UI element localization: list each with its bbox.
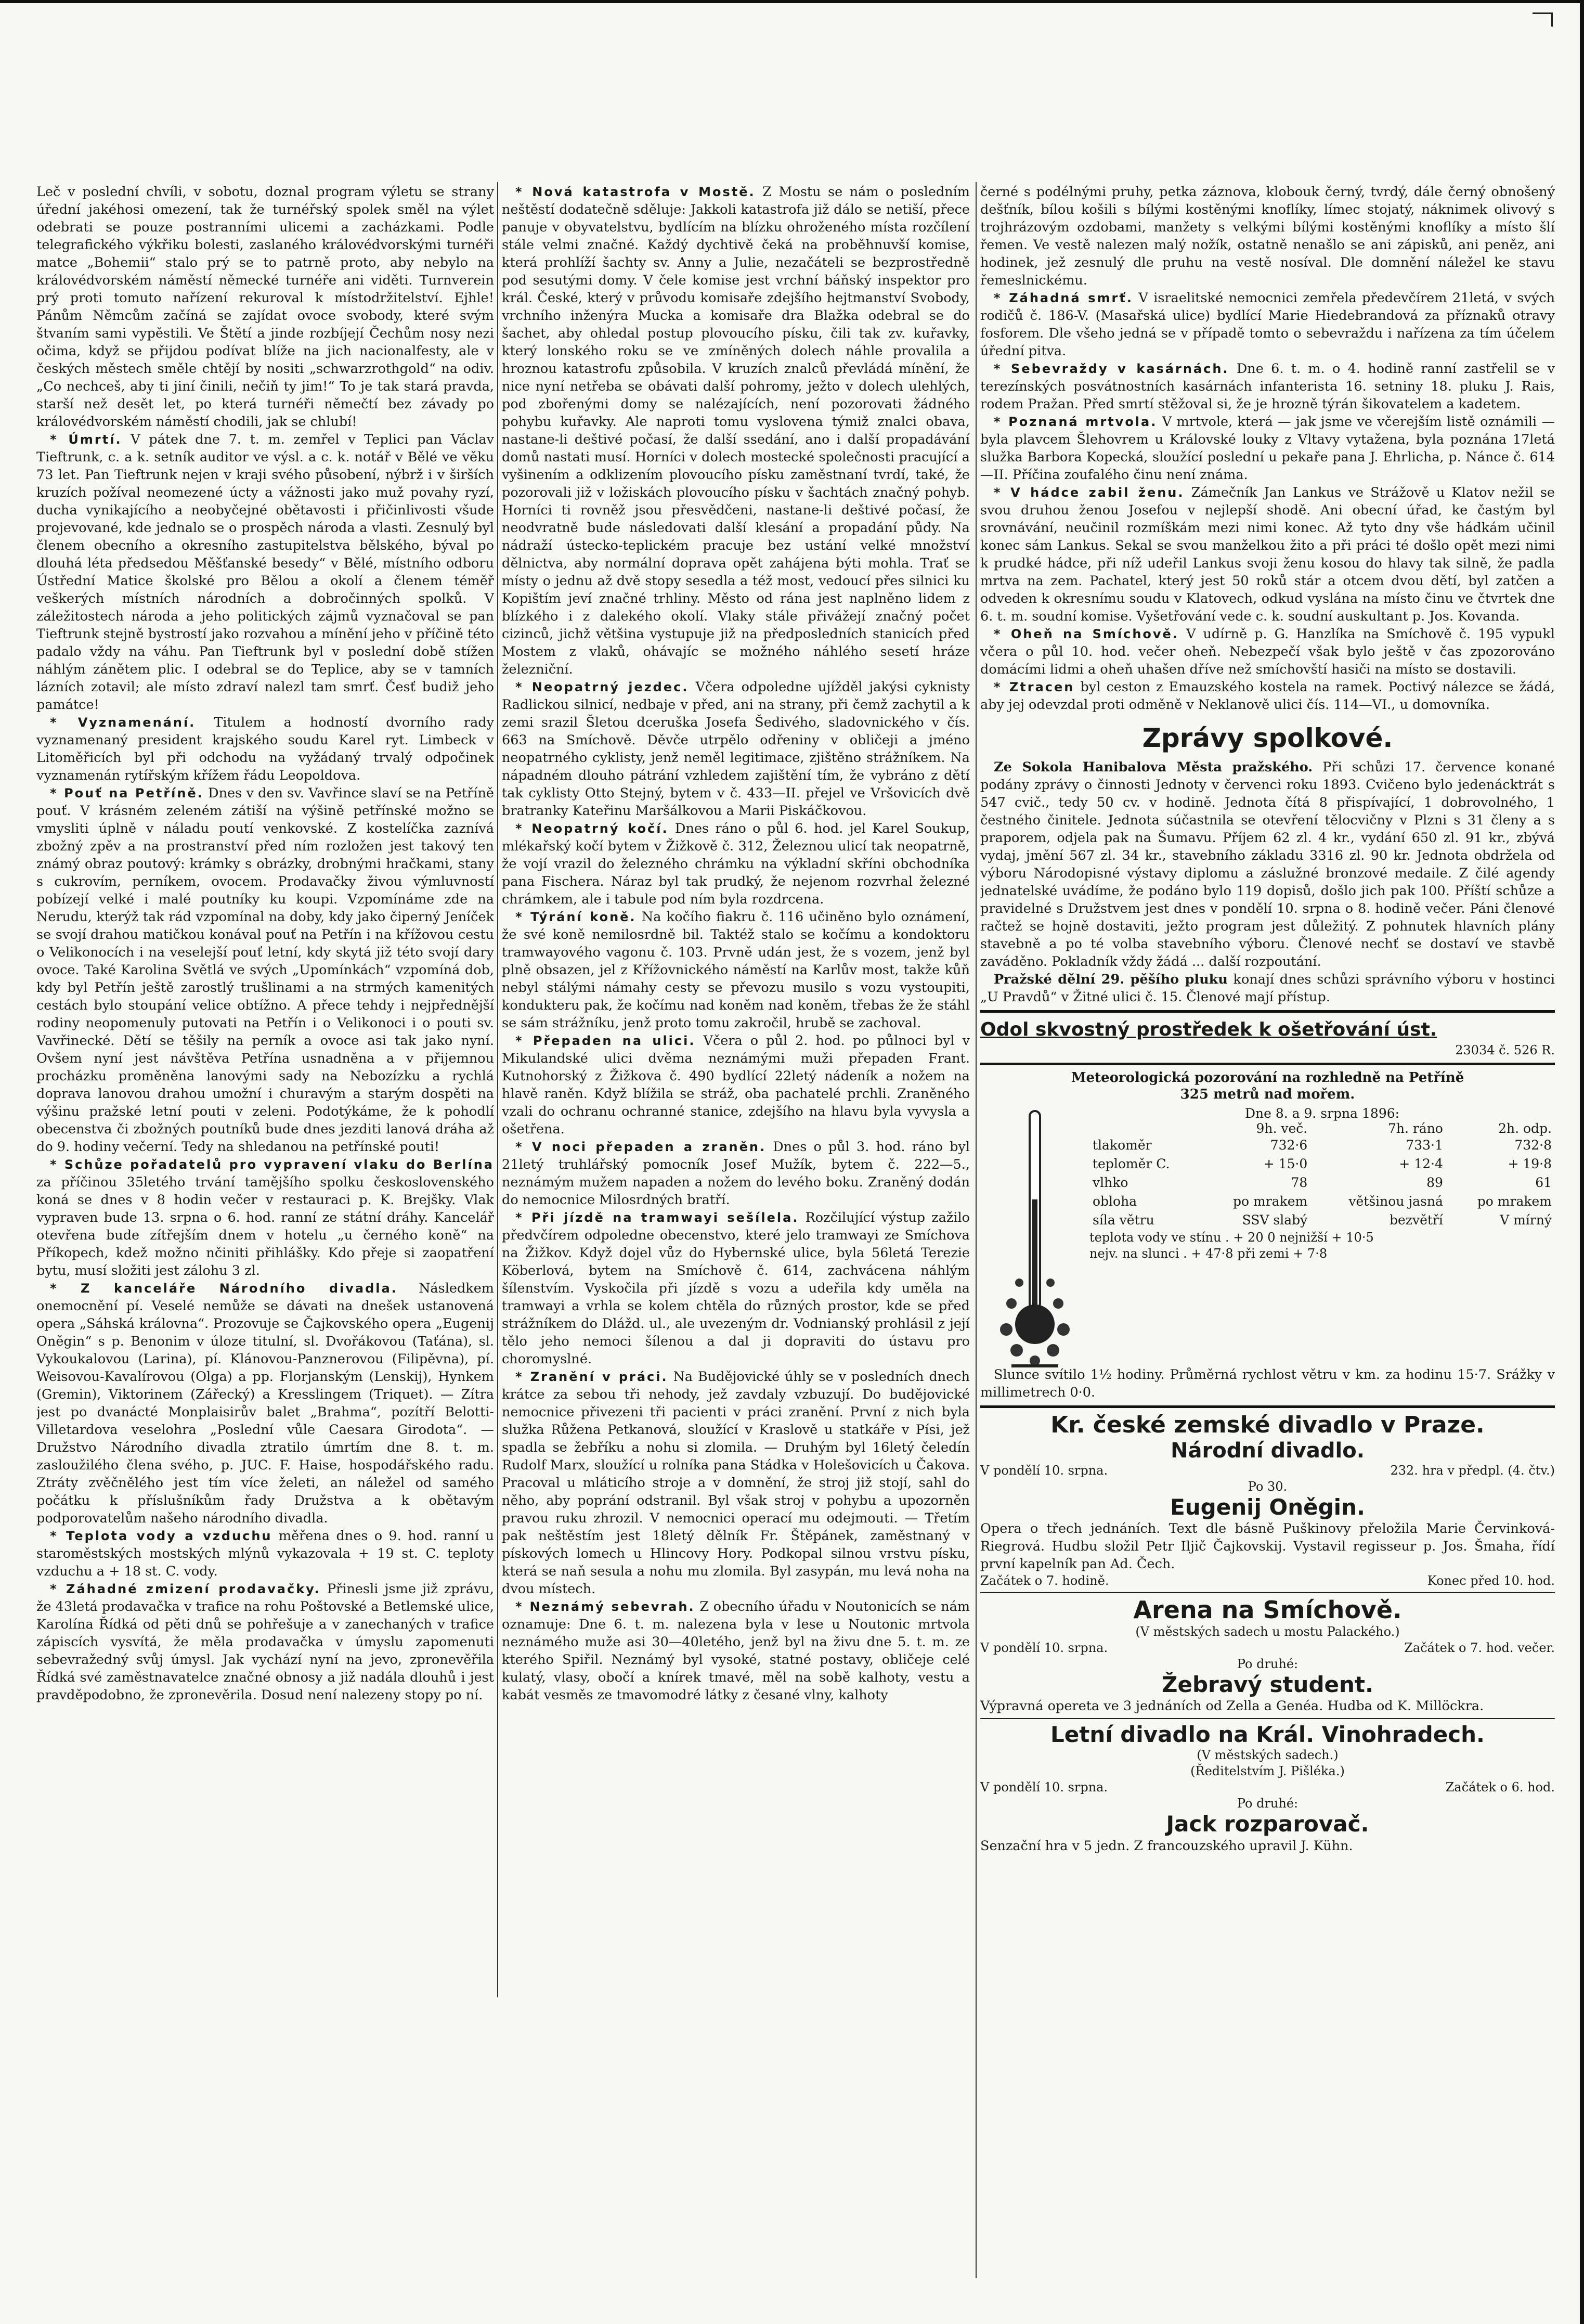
meteo-label: síla větru — [1093, 1212, 1154, 1228]
article-text: Dnes o půl 3. hod. ráno byl 21letý truhlářský pomocník Josef Mužík, bytem č. 222—5., neznámým mužem napaden a nožem do levého boku. Zraněný dodán do nemocnice Milosrdných bratří. — [502, 1139, 970, 1208]
article-heading: * Záhadné zmizení prodavačky. — [50, 1582, 321, 1596]
article-text: Dnes ráno o půl 6. hod. jel Karel Soukup, mlékařský kočí bytem v Žižkově č. 312, Železnou ulicí tak neopatrně, že vojí vrazil do železného chrámku na výkladní skříni obchodníka pana Fischera. Náraz byl tak prudký, že nejenom rozvrhal železné chrámkem, ale i tabule pod ním byla rozdrcena. — [502, 821, 970, 907]
crop-mark — [1533, 12, 1553, 27]
meteo-row — [1089, 1192, 1555, 1211]
article-text: Na Budějovické úhly se v posledních dnech krátce za sebou tři nehody, jež zavdaly vzbuzují. Do budějovické nemocnice přivezeni tři pacienti v práci zranění. První z nich byla služka Růžena Petkanová, sloužící v Kraslově u statkáře v Písi, jež spadla se žebříku a nohu si zlomila. — Druhým byl 16letý čeledín Rudolf Marx, sloužící u rolníka pana Stádka v Holešovicích u Čakova. Pracoval u mláticího stroje a v domnění, že stroj již stojí, sahl do něho, aby poprání odstranil. Byl však stroj v pohybu a upozorněn pravou ruku zhrozil. V nemocnici operací mu odejmouti. — Třetím pak neštěstím jest 18letý dělník Fr. Štěpánek, zaměstnaný v pískových lomech u Hlincovy Hory. Podkopal silnou vrstvu písku, která se naň sesula a nohu mu zlomila. Byl zasypán, mu levá noha na dvou místech. — [502, 1369, 970, 1597]
article — [980, 678, 1555, 714]
meteo-label: vlhko — [1093, 1175, 1128, 1190]
meteo-value: po mrakem — [1233, 1194, 1308, 1209]
column-rule — [976, 182, 977, 2278]
theater-end: Konec před 10. hod. — [1427, 1573, 1555, 1588]
article-text: Dnes v den sv. Vavřince slaví se na Petříně pouť. V krásném zeleném zátiší na výšině petřínské možno se vmysliti úplně v náladu poutí venkovské. Z kostelíčka zaznívá zbožný zpěv a na prostranství před ním rozložen jest takový ten známý obraz poutový: krámky s obrázky, drobnými hračkami, stany s cukrovím, perníkem, ovocem. Prodavačky živou výmluvností pobízejí velké i malé poutníky ku koupi. Vzpomínáme zde na Nerudu, kterýž tak rád vzpomínal na doby, kdy jako čiperný Jeníček se svojí drahou matičkou konával pouť na Petřín i na křížovou cestu o Velikonocích i na veselejší pouť letní, kdy skytá již této svojí dary ovoce. Také Karolina Světlá ve svých „Upomínkách“ vzpomíná dob, kdy byl Petřín ještě zarostlý trušlinami a na strmých kamenitých cestách bylo stoupání velice obtížno. A přece tehdy i nejpřednější rodiny neopomenuly putovati na Petřín i o Velikonoci i o pouti sv. Vavřinecké. Dětí se těšily na perník a ovoce asi tak jako nyní. Ovšem nyní jest návštěva Petřína usnadněna a v přijemnou procházku proměněna lanovými sady na Nebozízku a rychlá doprava lanovou drahou umožní i churavým a starým dospěti na výšinu pražské letní pouti v zeleni. Podotýkáme, že k pohodlí obecenstva či zbožných poutníků bude dnes jezditi lanová dráha až do 9. hodiny večerní. Tedy na shledanou na petřínské pouti! — [36, 785, 494, 1155]
article-text: Titulem a hodností dvorního rady vyznamenaný president krajského soudu Karel ryt. Limbeck v Litoměřicích byl při odchodu na vyžádaný trvalý odpočinek vyznamenán rytířským křížem řádu Leopoldova. — [36, 715, 494, 783]
theater-performance: Po druhé: — [1237, 1656, 1299, 1671]
article-heading: * Nová katastrofa v Mostě. — [515, 185, 756, 199]
theater-subtitle: (V městských sadech.) — [1197, 1748, 1339, 1763]
article-text: Včera odpoledne ujížděl jakýsi cyknisty Radlickou silnicí, nedbaje v před, ani na strany, při čemž zachytil a k zemi srazil Šletou dceruška Josefa Šedivého, sladovnického v čís. 663 na Smíchově. Děvče utrpělo odřeniny v obličeji a jméno neopatrného cyklisty, jenž neměl legitimace, zjištěno strážníkem. Na nápadném dlouho pátrání vzhledem zajištění tím, že vybráno z dětí tak cyklisty Otto Stejný, bytem v č. 433—II. přejel ve Vršovicích dvě bratranky Kateřinu Maršálkovou a Marii Piskáčkovou. — [502, 679, 970, 819]
article — [36, 1280, 494, 1527]
page-top-border — [0, 0, 1584, 3]
article-text: Na kočího fiakru č. 116 učiněno bylo oznámení, že své koně nemilosrdně bil. Taktéž stalo se kočímu a kondoktoru tramwayového vagonu č. 103. Prvně udán jest, že s vozem, jenž byl plně obsazen, jel z Křížovnického náměstí na Karlův most, takže kůň nebyl stálými námahy cesty se převozu musilo s vozu vystoupiti, kondukteru pak, že kočímu nad koněm nad koněm, třebas že že stáhl se sám strážníku, jenž proto tomu zakročil, hrubě se zachoval. — [502, 909, 970, 1031]
article — [980, 484, 1555, 625]
article — [502, 1368, 970, 1598]
meteo-label: tlakoměr — [1093, 1138, 1152, 1153]
article-heading: * Úmrtí. — [50, 432, 122, 447]
meteo-value: SSV slabý — [1242, 1212, 1308, 1228]
article-text: V udírně p. G. Hanzlíka na Smíchově č. 195 vypukl včera o půl 10. hod. večer oheň. Nebezpečí však bylo ještě v čas zpozorováno domácími lidmi a oheň uhašen dříve než smíchovští hasiči na místo se dostavili. — [980, 626, 1555, 677]
divider — [980, 1010, 1555, 1013]
article — [502, 820, 970, 908]
meteo-col-header: 9h. več. — [1256, 1121, 1308, 1136]
meteo-extra: nejv. na slunci . + 47·8 při zemi + 7·8 — [1089, 1246, 1328, 1261]
article — [502, 1209, 970, 1368]
meteo-row — [1089, 1173, 1555, 1192]
article-text: V pátek dne 7. t. m. zemřel v Teplici pan Václav Tieftrunk, c. a k. setník auditor ve výsl. a c. k. notář v Bělé ve věku 73 let. Pan Tieftrunk nejen v kraji svého působení, nýbrž i v širších kruzích požíval neomezené úcty a vážnosti jako muž povahy ryzí, ducha vynikajícího a neobyčejné obětavosti i přičinlivosti všude projevované, kde jednalo se o prospěch národa a vlasti. Zesnulý byl členem obecního a okresního zastupitelstva bělského, býval po dlouhá léta předsedou Měšťanské besedy“ v Bělé, místního odboru Ústřední Matice školské pro Bělou a okolí a členem téměř veškerých místních národních a dobročinných spolků. V záležitostech národa a jeho politických zájmů vyznačoval se pan Tieftrunk stejně bystrostí jako rozvahou a mínění jeho v příčině této padalo vždy na váhu. Pan Tieftrunk byl v poslední době stížen náhlým zánětem plic. I odebral se do Teplice, aby se v tamních lázních zotavil; ale místo zdraví nalezl tam smrť. Česť budiž jeho památce! — [36, 432, 494, 713]
article-text: Rozčilující výstup zažilo předvčírem odpoledne obecenstvo, které jelo tramwayi ze Smíchova na Žižkov. Když dojel vůz do Hybernské ulice, byla 56letá Terezie Köberlová, bytem na Smíchově č. 614, zachvácena náhlým šílenstvím. Vyskočila při jízdě s vozu a udeřila kdy uměla na tramwayi a vrhla se kolem chtěla do různých prostor, kde se před strážníkem do Dlážd. ul., ale uvezeným dr. Vodnianský prohlásil z její tělo jeho nemoci šílenou a dal ji dopraviti do ústavu pro choromyslné. — [502, 1210, 970, 1367]
article-text: měřena dnes o 9. hod. ranní u staroměstských mostských mlýnů vykazovala + 19 st. C. teploty vzduchu a + 18 st. C. vody. — [36, 1528, 494, 1579]
theater-date: V pondělí 10. srpna. — [980, 1463, 1108, 1478]
article-text: Leč v poslední chvíli, v sobotu, doznal program výletu se strany úřední jakéhosi omezení, tak že turnéřský spolek směl na výlet odebrati se pouze postranními ulicemi a zacházkami. Podle telegrafického výkřiku bolesti, zaslaného královédvorskými turnéři matce „Bohemii“ stalo prý se to patrně proto, aby nebylo na královédvorském náměstí německé turnéře ani viděti. Turnverein prý proti tomuto nařízení rekuroval k místodržitelství. Ejhle! Pánům Němcům začíná se zajídat ovoce svobody, které svým štvaním sami vypěstili. Ve Štětí a jinde rozbíjejí Čechům nosy nezi očima, když se přijdou podívat blíže na jich nacionalfesty, ale v českých městech směle chtějí by nositi „schwarzrothgold“ na odiv. „Co nechceš, aby ti jiní činili, nečiň ty jim!“ To je tak stará pravda, starší než desět let, po která turnéři němečtí bez závady po královédvorském náměstí chodili, jak se chlubí! — [36, 184, 494, 430]
article-heading: * Neopatrný kočí. — [515, 821, 669, 836]
article-heading: * V hádce zabil ženu. — [994, 485, 1185, 500]
meteo-value: 89 — [1426, 1175, 1443, 1190]
article-heading: * Neopatrný jezdec. — [515, 680, 689, 694]
article-heading: * Při jízdě na tramwayi sešílela. — [515, 1210, 799, 1225]
article-text: Přinesli jsme již zprávu, že 43letá prodavačka v trafice na rohu Poštovské a Betlemské ulice, Karolína Řídká od pěti dnů se pohřešuje a v zanechaných v trafice zápiscích vysvítá, že měla prodavačka v úmyslu zapomenuti sebevražedný svůj úmysl. Jak vychází nyní na jevo, zpronevěřila Řídká své zaměstnavatelce značné obnosy a již nadála dlouhů i jest pravděpodobno, že zpronevěrila. Dosud není nalezeny stopy po ní. — [36, 1581, 494, 1703]
notice-text: Při schůzi 17. července konané podány zprávy o činnosti Jednoty v červenci roku 1893. Cvičeno bylo jedenácktrát s 547 cvič., tedy 50 cv. v hodině. Jednota čítá 8 přispívající, 1 dobrovolného, 1 čestného činitele. Jednota súčastnila se otevření tělocvičny v Plzni s 31 členy a s praporem, odjela pak na Šumavu. Příjem 62 zl. 4 kr., vydání 650 zl. 91 kr., zbývá vydaj, jmění 567 zl. 34 kr., stavebního základu 3316 zl. 90 kr. Jednota obdržela od výboru Národopisné výstavy diplomu a záslužné bronzové medaile. Z čilé agendy jednatelské uvádíme, že podáno bylo 119 dopisů, došlo jich pak 100. Příští schůze a pravidelné s Družstvem jest dnes v pondělí 10. srpna o 8. hodině večer. Páni členové račtež se hojně dostaviti, ježto program jest důležitý. Z pohnutek hlavních plány stavebně a po té volba stavebního výboru. Členové nechť se dostaví ve stavbě zaváděno. Pokladník vždy žádá ... další rozpoutání. — [980, 759, 1555, 970]
divider — [980, 1592, 1555, 1593]
divider — [980, 1063, 1555, 1065]
theater-times — [980, 1573, 1555, 1589]
thermometer-illustration — [980, 1106, 1089, 1501]
meteo-value: + 12·4 — [1399, 1156, 1443, 1171]
article — [980, 625, 1555, 678]
meteo-row — [1089, 1136, 1555, 1155]
article — [36, 784, 494, 1156]
article-text: za příčinou 35letého trvání tamějšího spolku československého koná se dnes v 8 hodin večer v restauraci p. K. Brejšky. Vlak vypraven bude 13. srpna o 6. hod. ranní ze státní dráhy. Kancelář otevřena bude zítřejším dnem v hotelu „u černého koně“ na Příkopech, kdež možno nčiniti přihlášky. Kdo přeje si zaopatření bytu, musí složiti jest zálohu 3 zl. — [36, 1174, 494, 1279]
meteo-label: teploměr C. — [1093, 1156, 1170, 1171]
theater-start: Začátek o 7. hod. večer. — [1404, 1640, 1555, 1655]
article-text: V israelitské nemocnici zemřela předevčírem 21letá, v svých rodičů č. 186-V. (Masařská ulice) bydlící Marie Hiedebrandová za příznaků otravy fosforem. Dle všeho jedná se v případě tomto o sebevraždu i nařízena za tím účelem úřední pitva. — [980, 290, 1555, 359]
meteo-value: 732·8 — [1514, 1138, 1552, 1153]
play-description: Senzační hra v 5 jedn. Z francouzského upravil J. Kühn. — [980, 1838, 1353, 1854]
meteo-value: po mrakem — [1477, 1194, 1552, 1209]
divider — [980, 1718, 1555, 1719]
article-heading: * Týrání koně. — [515, 910, 637, 924]
article-text: V mrtvole, která — jak jsme ve včerejším listě oznámili — byla plavcem Šlehovrem u Královské louky z Vltavy vytažena, byla poznána 17letá služka Barbora Kopecká, sloužící poslední u pekaře pana J. Ehrlicha, p. Nánce č. 614—II. Příčina zoufalého činu není známa. — [980, 414, 1555, 483]
meteo-row — [1089, 1211, 1555, 1230]
article-heading: * Neznámý sebevrah. — [515, 1599, 695, 1614]
column-middle — [502, 183, 970, 2274]
theater-title: Kr. české zemské divadlo v Praze. — [1050, 1412, 1485, 1438]
theater-performance: Po 30. — [1248, 1479, 1288, 1494]
notice-heading: Ze Sokola Hanibalova Města pražského. — [994, 759, 1313, 775]
article-text: Následkem onemocnění pí. Veselé nemůže se dávati na dnešek ustanovená opera „Sáhská královna“. Prozovuje se Čajkovského opera „Eugenij Oněgin“ s p. Benonim v úloze titulní, sl. Dvořákovou (Taťána), sl. Vykoukalovou (Larina), pí. Klánovou-Panznerovou (Filipěvna), pí. Weisovou-Kavalírovou (Olga) a pp. Florjanským (Lenskij), Hynkem (Gremin), Viktorinem (Zářecký) a Kresslingem (Triquet). — Zítra jest po dvanácté Monplaisirův balet „Brahma“, pozítří Belotti-Villetardova veselohra „Poslední vůle Caesara Girodota“. — Družstvo Národního divadla ztratilo úmrtím dne 8. t. m. zasloužilého člena svého, p. JUC. F. Haise, hospodářského radu. Ztráty zvěčnělého jest tím více želeti, an náležel od samého počátku k příslušníkům řady Družstva a k obětavým podporovatelům našeho národního divadla. — [36, 1281, 494, 1526]
article-heading: * V noci přepaden a zraněn. — [515, 1140, 767, 1154]
meteo-value: + 19·8 — [1508, 1156, 1552, 1171]
ad-text: Odol skvostný prostředek k ošetřování úst. — [980, 1019, 1437, 1040]
meteo-value: 732·6 — [1270, 1138, 1308, 1153]
meteo-value: bezvětří — [1389, 1212, 1443, 1228]
article — [502, 1032, 970, 1138]
play-title: Žebravý student. — [1162, 1671, 1373, 1697]
meteo-value: většinou jasná — [1348, 1194, 1443, 1209]
play-title: Jack rozparovač. — [1166, 1811, 1369, 1837]
article-text: Zámečník Jan Lankus ve Strážově u Klatov nežil se svou druhou ženou Josefou v nejlepší shodě. Ani obecní úřad, ke častým byl srovnávání, neučinil rozmíškám mezi nimi konec. Až tyto dny vše hádkám učinil konec sám Lankus. Sekal se svou manželkou žito a při práci té došlo opět mezi nimi k prudké hádce, při níž udeřil Lankus svoji ženu kosou do hlavy tak silně, že padla mrtva na zem. Pachatel, který jest 50 roků stár a otcem dvou dětí, byl zatčen a odveden k okresnímu soudu v Klatovech, odkud vyslána na místo činu ve čtvrtek dne 6. t. m. soudní komise. Vyšetřování vede c. k. soudní auskultant p. Jos. Kovanda. — [980, 485, 1555, 624]
article-heading: * Vyznamenání. — [50, 715, 196, 730]
article-text: Z Mostu se nám o posledním neštěstí dodatečně sděluje: Jakkoli katastrofa již dálo se netiší, přece panuje v obyvatelstvu, bydlícím na blízku ohroženého místa rozčílení stále velmi značné. Každý dychtivě čeká na proběhnuvší komise, která prohlíží šachty sv. Anny a Julie, nezačáteli se bezprostředně pod sesutými domy. V čele komise jest vrchní báňský inspektor pro král. České, který v průvodu komisaře zdejšího hejtmanství Svobody, vrchního inženýra Mucka a komisaře dra Blažka odebral se do šachet, aby ohledal postup plovoucího písku, čili tak zv. kuřavky, který lonského roku se ve zmíněných dolech náhle provalila a hroznou katastrofu způsobila. V kruzích znalců převládá mínění, že nice nyní netřeba se obávati další pohromy, ježto v dolech ulehlých, pod zbořenými domy se nalézajících, není pozorovati žádného pohybu kuřavky. Ale naproti tomu vyslovena týmiž znalci obava, nastane-li deštivé počasí, že další ssedání, ano i další propadávání domů nastati musí. Horníci v dolech mostecké společnosti pracující a vyšinením a odklizením plovoucího písku zaměstnaní tvrdí, také, že pozorovali již v ložiskách plovoucího písku v šachtách značný pohyb. Horníci ti rovněž jsou přesvědčeni, nastane-li deštivé počasí, že neodvratně bude následovati další klesání a propadání půdy. Na nádraží ústecko-teplickém pracuje bez ustání velké množství dělnictva, aby normální doprava opět zahájena býti mohla. Trať se místy o jednu až dvě stopy sesedla a též most, vedoucí přes silnici ku Kopištím jeví značné trhliny. Město od rána jest naplněno lidem z blízkého i z dalekého okolí. Vlaky stále přivážejí značný počet cizinců, jichž většina vystupuje již na předposledních stanicích před Mostem z vlaků, ohávajíc se možného náhlého sesetí hráze železniční. — [502, 184, 970, 677]
society-notice — [980, 758, 1555, 971]
meteo-value: 61 — [1535, 1175, 1552, 1190]
article-text: byl ceston z Emauzského kostela na ramek. Poctivý nálezce se žádá, aby jej odevzdal proti odměně v Neklanově ulici čís. 114—VI., u domovníka. — [980, 679, 1555, 713]
meteo-row — [1089, 1155, 1555, 1173]
theater-start: Začátek o 7. hodině. — [980, 1573, 1109, 1588]
article-text: Dne 6. t. m. o 4. hodině ranní zastřelil se v terezínských posvátnostních kasárnách infanterista 16. setniny 18. pluku J. Rais, rodem Pražan. Před smrtí stěžoval si, že je hrozně týrán šikovatelem a kadetem. — [980, 361, 1555, 412]
section-title: Zprávy spolkové. — [1142, 723, 1393, 753]
article-heading: * Poznaná mrtvola. — [994, 415, 1158, 429]
meteo-label: oblohа — [1093, 1194, 1137, 1209]
notice-text: konají dnes schůzi správního výboru v hostinci „U Pravdů“ v Žitné ulici č. 15. Členové mají přístup. — [980, 972, 1555, 1005]
article — [502, 678, 970, 820]
play-description: Opera o třech jednáních. Text dle básně Puškinovy přeložila Marie Červinková-Riegrová. Hudbu složil Petr Iljič Čajkovskij. Vystavil regisseur p. Jos. Šmaha, řídí první kapelník pan Ad. Čech. — [980, 1520, 1555, 1572]
article — [980, 289, 1555, 360]
theater-title: Arena na Smíchově. — [1133, 1595, 1402, 1624]
theater-info-line — [980, 1779, 1555, 1796]
meteo-extra: teplota vody ve stínu . + 20 0 nejnižší + 10·5 — [1089, 1230, 1374, 1245]
article-heading: * Oheň na Smíchově. — [994, 627, 1179, 641]
theater-date: V pondělí 10. srpna. — [980, 1780, 1108, 1795]
article-heading: * Schůze pořadatelů pro vypravení vlaku do Berlína — [50, 1157, 494, 1172]
notice-heading: Pražské dělní 29. pěšího pluku — [994, 972, 1228, 987]
article-continuation: černé s podélnými pruhy, petka záznova, klobouk černý, tvrdý, dále černý obnošený dešťník, bílou košili s bílými kostěnými knoflíky, límec stojatý, náknimek olivový s trojhrázovým ozdobami, manžety s velkými bílými kostěnými knoflíky a místo šlí řemen. Ve vestě nalezen malý nožík, ostatně nenašlo se ani zápisků, ani peněz, ani hodinek, jež zesnulý dle pruhu na vestě nosíval. Dle domnění náležel ke stavu řemeslnickému. — [980, 184, 1555, 288]
article — [36, 1156, 494, 1280]
meteo-col-header: 7h. ráno — [1387, 1121, 1443, 1136]
theater-date: V pondělí 10. srpna. — [980, 1640, 1108, 1655]
article — [502, 1138, 970, 1209]
meteo-date: Dne 8. a 9. srpna 1896: — [1244, 1106, 1400, 1121]
theater-subtitle: (V městských sadech u mostu Palackého.) — [1135, 1624, 1400, 1639]
ad-code: 23034 č. 526 R. — [1455, 1043, 1555, 1057]
theater-info-line — [980, 1640, 1555, 1656]
article — [36, 1527, 494, 1580]
theater-subtitle: Národní divadlo. — [1171, 1438, 1365, 1463]
society-notice — [980, 971, 1555, 1006]
column-right — [980, 183, 1555, 2264]
article-heading: * Teplota vody a vzduchu — [50, 1529, 272, 1543]
article — [980, 360, 1555, 413]
meteo-value: + 15·0 — [1263, 1156, 1308, 1171]
article — [36, 183, 494, 431]
meteo-value: 733·1 — [1406, 1138, 1443, 1153]
theater-perf-number: 232. hra v předpl. (4. čtv.) — [1390, 1463, 1555, 1478]
meteo-title: Meteorologická pozorování na rozhledně na Petříně — [1071, 1070, 1464, 1086]
article — [502, 183, 970, 678]
column-rule — [497, 182, 498, 1997]
column-left — [36, 183, 494, 1993]
article-heading: * Z kanceláře Národního divadla. — [50, 1281, 398, 1296]
article — [502, 1598, 970, 1704]
play-title: Eugenij Oněgin. — [1170, 1494, 1365, 1520]
article-text: Včera o půl 2. hod. po půlnoci byl v Mikulandské ulici dvěma neznámými muži přepaden Frant. Kutnohorský z Žižkova č. 490 bydlící 22letý nádeník a nožem na hlavě raněn. Když blížila se stráž, oba pachatelé prchli. Zraněného vzali do ochranu ochranné stanice, zdejšího na hlavu byla vyvysla a ošetřena. — [502, 1033, 970, 1137]
meteo-summary: Slunce svítilo 1½ hodiny. Průměrná rychlost větru v km. za hodinu 15·7. Srážky v millimetrech 0·0. — [980, 1367, 1555, 1400]
theater-start: Začátek o 6. hod. — [1445, 1780, 1555, 1795]
article — [980, 413, 1555, 484]
theater-title: Letní divadlo na Král. Vinohradech. — [1050, 1722, 1485, 1748]
article-text: Z obecního úřadu v Noutonicích se nám oznamuje: Dne 6. t. m. nalezena byla v lese u Noutonic mrtvola neznámého muže asi 30—40letého, jenž byl na živu dne 5. t. m. ze kterého Spiřil. Neznámý byl vysoké, statné postavy, obličeje celé kulatý, vlasy, obočí a knírek tmavé, měl na sobě kalhoty, vestu a kabát vesměs ze tmavomodré látky z česané vlny, kalhoty — [502, 1599, 970, 1703]
article — [502, 908, 970, 1032]
theater-management: (Ředitelstvím J. Pišléka.) — [1190, 1764, 1345, 1779]
article — [36, 714, 494, 784]
play-description: Výpravná opereta ve 3 jednáních od Zella a Genéa. Hudba od K. Millöckra. — [980, 1698, 1484, 1714]
article-heading: * Sebevraždy v kasárnách. — [994, 361, 1229, 376]
article — [36, 431, 494, 714]
meteo-value: 78 — [1291, 1175, 1308, 1190]
article-heading: * Ztracen — [994, 680, 1075, 694]
meteo-value: V mírný — [1500, 1212, 1552, 1228]
page-right-border — [1580, 0, 1584, 2324]
article-heading: * Pouť na Petříně. — [50, 786, 204, 801]
odol-advertisement — [980, 1017, 1555, 1042]
article-heading: * Záhadná smrť. — [994, 291, 1133, 305]
article — [36, 1580, 494, 1704]
meteo-subtitle: 325 metrů nad mořem. — [1180, 1087, 1355, 1102]
article-heading: * Přepaden na ulici. — [515, 1034, 696, 1048]
meteo-col-header: 2h. odp. — [1498, 1121, 1552, 1136]
article-heading: * Zranění v práci. — [515, 1370, 668, 1384]
theater-performance: Po druhé: — [1237, 1796, 1299, 1811]
